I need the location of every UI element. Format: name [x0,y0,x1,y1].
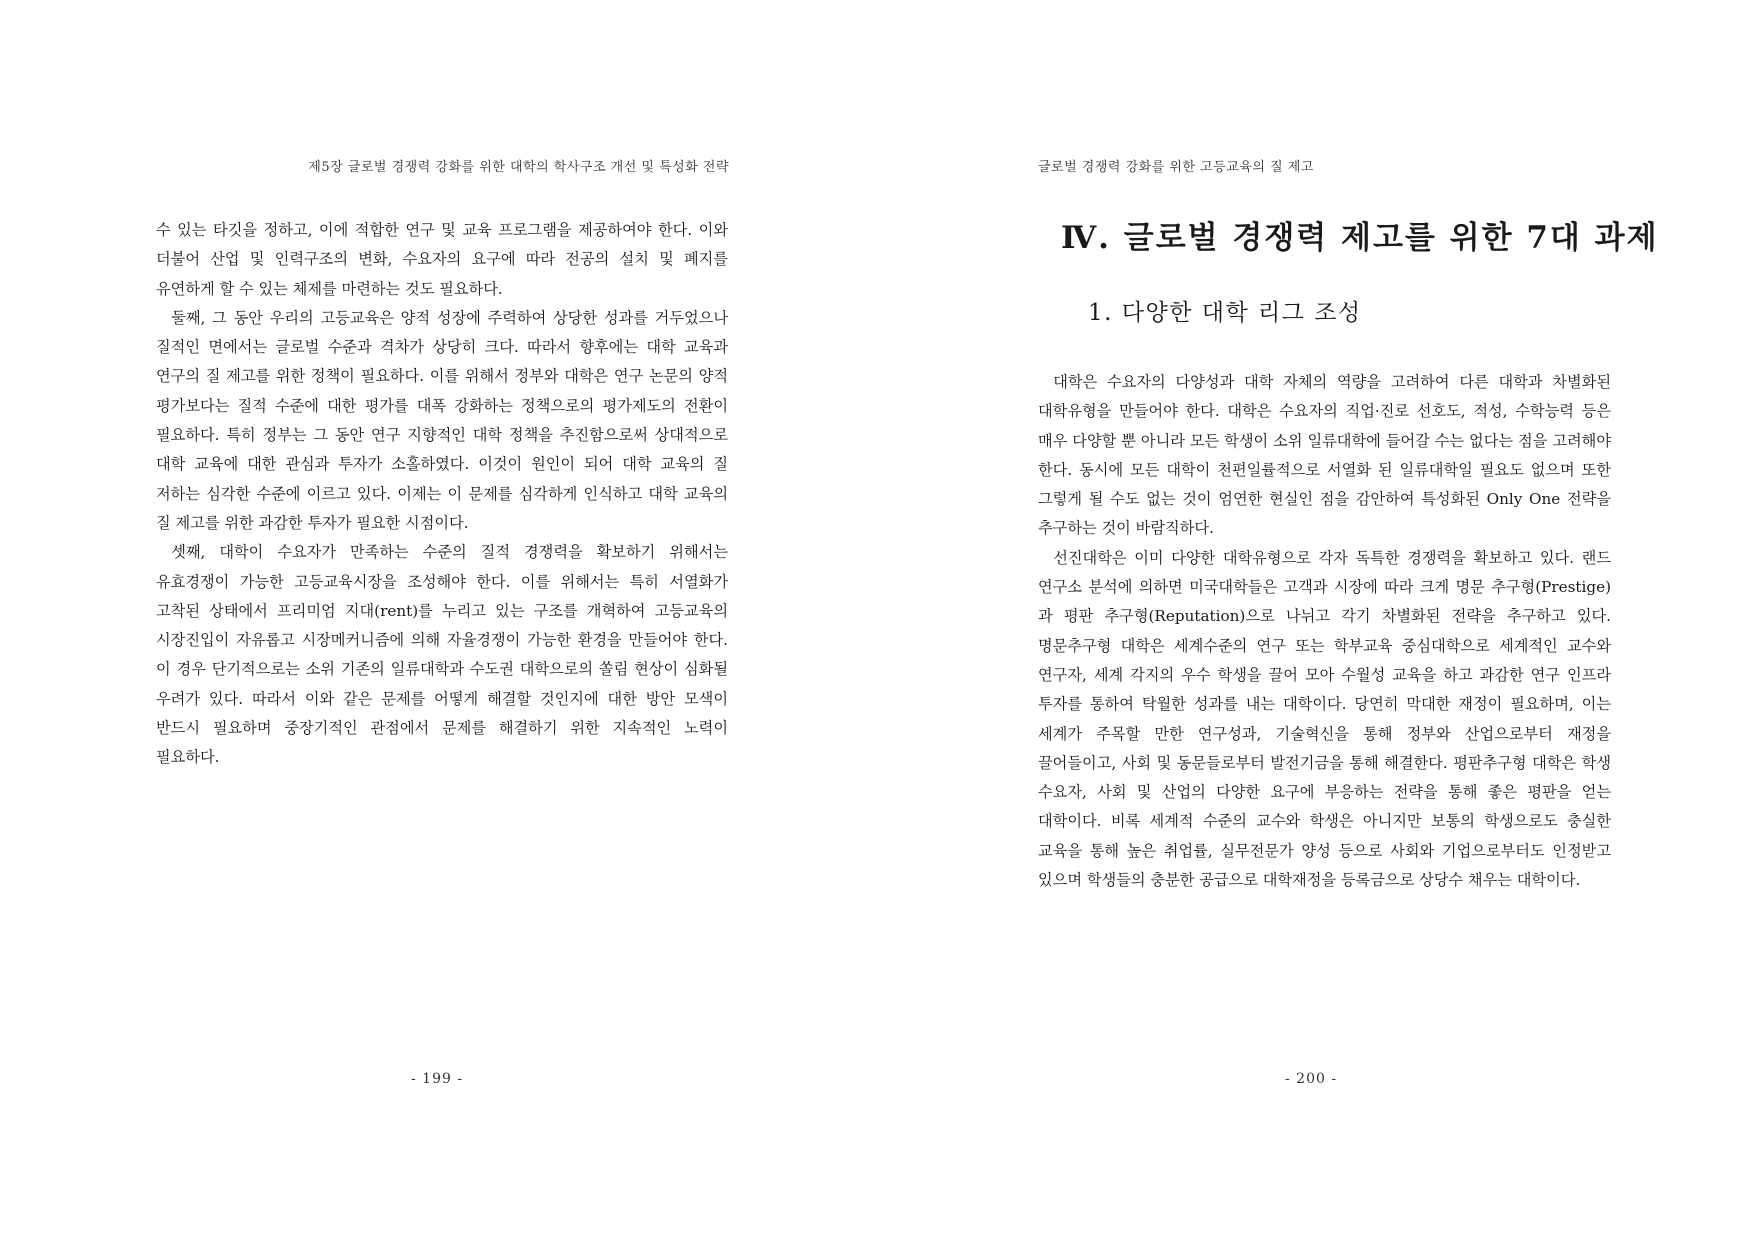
body-text [156,216,728,773]
section-title: 1. 다양한 대학 리그 조성 [1088,300,1362,326]
paragraph: 수 있는 타깃을 정하고, 이에 적합한 연구 및 교육 프로그램을 제공하여야 한다. 이와 더불어 산업 및 인력구조의 변화, 수요자의 요구에 따라 전공의 설치 및 폐지를 유연하게 할 수 있는 체제를 마련하는 것도 필요하다. [156,221,728,298]
paragraph: 둘째, 그 동안 우리의 고등교육은 양적 성장에 주력하여 상당한 성과를 거두었으나 질적인 면에서는 글로벌 수준과 격차가 상당히 크다. 따라서 향후에는 대학 교육과 연구의 질 제고를 위한 정책이 필요하다. 이를 위해서 정부와 대학은 연구 논문의 양적 평가보다는 질적 수준에 대한 평가를 대폭 강화하는 정책으로의 평가제도의 전환이 필요하다. 특히 정부는 그 동안 연구 지향적인 대학 정책을 추진함으로써 상대적으로 대학 교육에 대한 관심과 투자가 소홀하였다. 이것이 원인이 되어 대학 교육의 질 저하는 심각한 수준에 이르고 있다. 이제는 이 문제를 심각하게 인식하고 대학 교육의 질 제고를 위한 과감한 투자가 필요한 시점이다. [156,308,728,532]
chapter-title: Ⅳ. 글로벌 경쟁력 제고를 위한 7대 과제 [1061,220,1659,256]
right-page [876,0,1753,1240]
paragraph: 셋째, 대학이 수요자가 만족하는 수준의 질적 경쟁력을 확보하기 위해서는 유효경쟁이 가능한 고등교육시장을 조성해야 한다. 이를 위해서는 특히 서열화가 고착된 상태에서 프리미엄 지대(rent)를 누리고 있는 구조를 개혁하여 고등교육의 시장진입이 자유롭고 시장메커니즘에 의해 자율경쟁이 가능한 환경을 만들어야 한다. 이 경우 단기적으로는 소위 기존의 일류대학과 수도권 대학으로의 쏠림 현상이 심화될 우려가 있다. 따라서 이와 같은 문제를 어떻게 해결할 것인지에 대한 방안 모색이 반드시 필요하며 중장기적인 관점에서 문제를 해결하기 위한 지속적인 노력이 필요하다. [156,543,728,767]
running-header: 제5장 글로벌 경쟁력 강화를 위한 대학의 학사구조 개선 및 특성화 전략 [308,160,729,175]
page-number: - 200 - [1285,1071,1338,1087]
running-header: 글로벌 경쟁력 강화를 위한 고등교육의 질 제고 [1038,160,1314,175]
paragraph: 선진대학은 이미 다양한 대학유형으로 각자 독특한 경쟁력을 확보하고 있다. 랜드 연구소 분석에 의하면 미국대학들은 고객과 시장에 따라 크게 명문 추구형(Prestige)과 평판 추구형(Reputation)으로 나뉘고 각기 차별화된 전략을 추구하고 있다. 명문추구형 대학은 세계수준의 연구 또는 학부교육 중심대학으로 세계적인 교수와 연구자, 세계 각지의 우수 학생을 끌어 모아 수월성 교육을 하고 과감한 연구 인프라 투자를 통하여 탁월한 성과를 내는 대학이다. 당연히 막대한 재정이 필요하며, 이는 세계가 주목할 만한 연구성과, 기술혁신을 통해 정부와 산업으로부터 재정을 끌어들이고, 사회 및 동문들로부터 발전기금을 통해 해결한다. 평판추구형 대학은 학생 수요자, 사회 및 산업의 다양한 요구에 부응하는 전략을 통해 좋은 평판을 얻는 대학이다. 비록 세계적 수준의 교수와 학생은 아니지만 보통의 학생으로도 충실한 교육을 통해 높은 취업률, 실무전문가 양성 등으로 사회와 기업으로부터도 인정받고 있으며 학생들의 충분한 공급으로 대학재정을 등록금으로 상당수 채우는 대학이다. [1038,548,1611,890]
page-number: - 199 - [411,1071,464,1087]
left-page [0,0,876,1240]
body-text [1038,368,1611,895]
paragraph: 대학은 수요자의 다양성과 대학 자체의 역량을 고려하여 다른 대학과 차별화된 대학유형을 만들어야 한다. 대학은 수요자의 직업·진로 선호도, 적성, 수학능력 등은 매우 다양할 뿐 아니라 모든 학생이 소위 일류대학에 들어갈 수는 없다는 점을 고려해야 한다. 동시에 모든 대학이 천편일률적으로 서열화 된 일류대학일 필요도 없으며 또한 그렇게 될 수도 없는 것이 엄연한 현실인 점을 감안하여 특성화된 Only One 전략을 추구하는 것이 바람직하다. [1038,373,1611,538]
